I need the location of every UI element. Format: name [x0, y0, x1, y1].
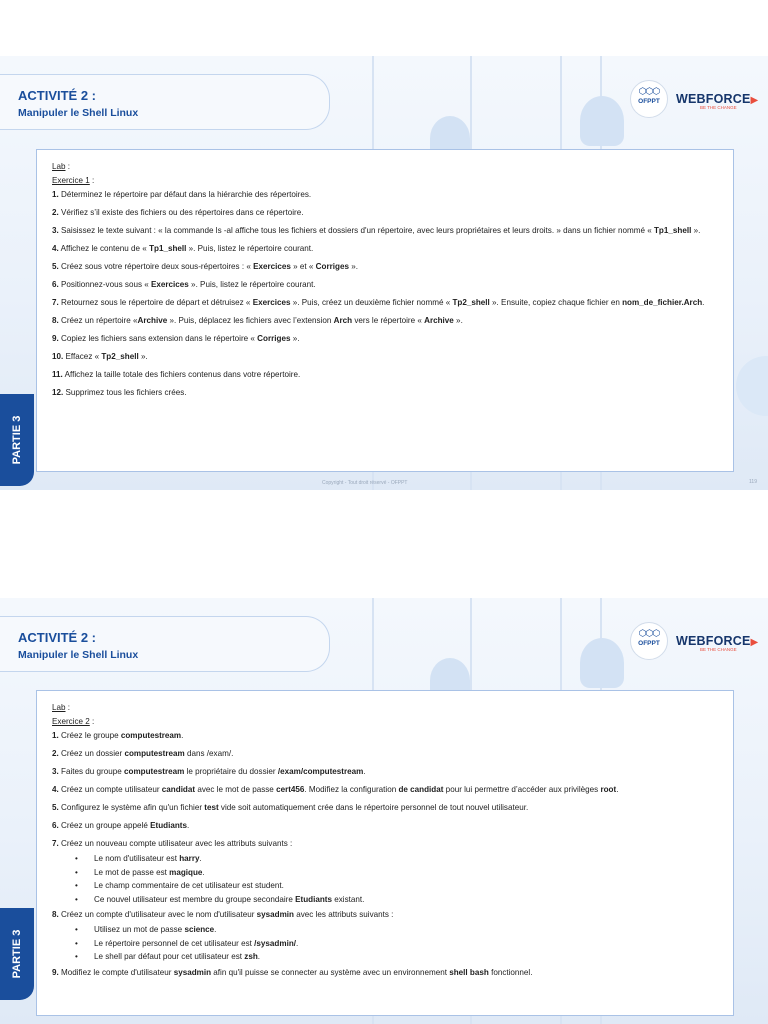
list-item: 4. Créez un compte utilisateur candidat avec le mot de passe cert456. Modifiez la configuration de candidat pour lui permettre d’accéder aux privilèges root.: [52, 785, 619, 794]
list-item: • Le shell par défaut pour cet utilisateur est zsh.: [94, 950, 717, 964]
page-title: ACTIVITÉ 2 :: [18, 630, 97, 645]
list-item: 5. Créez sous votre répertoire deux sous-répertoires : « Exercices » et « Corriges ».: [52, 262, 358, 271]
bg-decoration: [736, 356, 768, 416]
list-item: 5. Configurez le système afin qu'un fichier test vide soit automatiquement crée dans le répertoire personnel de tout nouvel utilisateur.: [52, 803, 529, 812]
page-subtitle: Manipuler le Shell Linux: [18, 649, 139, 661]
chevron-right-icon: ▶: [750, 637, 759, 648]
exercise-content: [37, 691, 733, 978]
page-subtitle: Manipuler le Shell Linux: [18, 107, 139, 119]
page-title: ACTIVITÉ 2 :: [18, 88, 97, 103]
list-item: • Le répertoire personnel de cet utilisateur est /sysadmin/.: [94, 937, 717, 951]
list-item: 11. Affichez la taille totale des fichiers contenus dans votre répertoire.: [52, 370, 301, 379]
exercise-content: [37, 150, 733, 398]
slide-1: [0, 56, 768, 490]
exercise-box: [36, 690, 734, 1016]
list-item: 3. Faites du groupe computestream le propriétaire du dossier /exam/computestream.: [52, 767, 366, 776]
footer-copyright: Copyright - Tout droit réservé - OFPPT: [322, 480, 408, 486]
list-item: 2. Créez un dossier computestream dans /exam/.: [52, 749, 234, 758]
webforce-logo: WEBFORCE▶ BE THE CHANGE: [676, 634, 759, 652]
list-item: • Le nom d'utilisateur est harry.: [94, 852, 717, 866]
sub-list: [52, 852, 717, 906]
list-item: • Ce nouvel utilisateur est membre du groupe secondaire Etudiants existant.: [94, 893, 717, 907]
webforce-logo: WEBFORCE▶ BE THE CHANGE: [676, 92, 759, 110]
bg-decoration: [580, 638, 624, 688]
list-item: 8. Créez un répertoire «Archive ». Puis, déplacez les fichiers avec l’extension Arch vers le répertoire « Archive ».: [52, 316, 463, 325]
ofppt-mark-icon: ⬡⬡⬡: [638, 628, 660, 638]
exercise-heading: Exercice 1 :: [52, 176, 95, 185]
part-tab: PARTIE 3: [0, 908, 34, 1000]
list-item: 7. Créez un nouveau compte utilisateur avec les attributs suivants :: [52, 839, 293, 848]
list-item: 1. Créez le groupe computestream.: [52, 731, 184, 740]
slide-2: [0, 598, 768, 1024]
list-item: 9. Copiez les fichiers sans extension dans le répertoire « Corriges ».: [52, 334, 300, 343]
ofppt-logo: ⬡⬡⬡ OFPPT: [630, 622, 668, 660]
title-box: [0, 74, 330, 130]
lab-heading: Lab :: [52, 703, 71, 712]
list-item: 9. Modifiez le compte d'utilisateur sysadmin afin qu'il puisse se connecter au système avec un environnement shell bash fonctionnel.: [52, 967, 533, 977]
list-item: • Utilisez un mot de passe science.: [94, 923, 717, 937]
part-tab: PARTIE 3: [0, 394, 34, 486]
list-item: • Le mot de passe est magique.: [94, 866, 717, 880]
chevron-right-icon: ▶: [750, 95, 759, 106]
list-item: 8. Créez un compte d'utilisateur avec le nom d'utilisateur sysadmin avec les attributs suivants :: [52, 910, 394, 919]
bg-decoration: [580, 96, 624, 146]
page-number: 119: [749, 479, 757, 485]
list-item: 3. Saisissez le texte suivant : « la commande ls -al affiche tous les fichiers et dossiers d'un répertoire, avec leurs propriétaires et leurs droits. » dans un fichier nommé « Tp1_shell ».: [52, 226, 701, 235]
exercise-heading: Exercice 2 :: [52, 717, 95, 726]
list-item: 7. Retournez sous le répertoire de départ et détruisez « Exercices ». Puis, créez un deuxième fichier nommé « Tp2_shell ». Ensuite, copiez chaque fichier en nom_de_fichier.Arch.: [52, 298, 705, 307]
title-box: [0, 616, 330, 672]
list-item: • Le champ commentaire de cet utilisateur est student.: [94, 879, 717, 893]
list-item: 1. Déterminez le répertoire par défaut dans la hiérarchie des répertoires.: [52, 190, 312, 199]
list-item: 4. Affichez le contenu de « Tp1_shell ». Puis, listez le répertoire courant.: [52, 244, 314, 253]
ofppt-logo: ⬡⬡⬡ OFPPT: [630, 80, 668, 118]
sub-list: [52, 923, 717, 964]
ofppt-mark-icon: ⬡⬡⬡: [638, 86, 660, 96]
list-item: 6. Positionnez-vous sous « Exercices ». Puis, listez le répertoire courant.: [52, 280, 316, 289]
exercise-box: [36, 149, 734, 472]
list-item: 12. Supprimez tous les fichiers crées.: [52, 388, 187, 397]
list-item: 2. Vérifiez s’il existe des fichiers ou des répertoires dans ce répertoire.: [52, 208, 304, 217]
list-item: 10. Effacez « Tp2_shell ».: [52, 352, 148, 361]
list-item: 6. Créez un groupe appelé Etudiants.: [52, 821, 190, 830]
lab-heading: Lab :: [52, 162, 71, 171]
